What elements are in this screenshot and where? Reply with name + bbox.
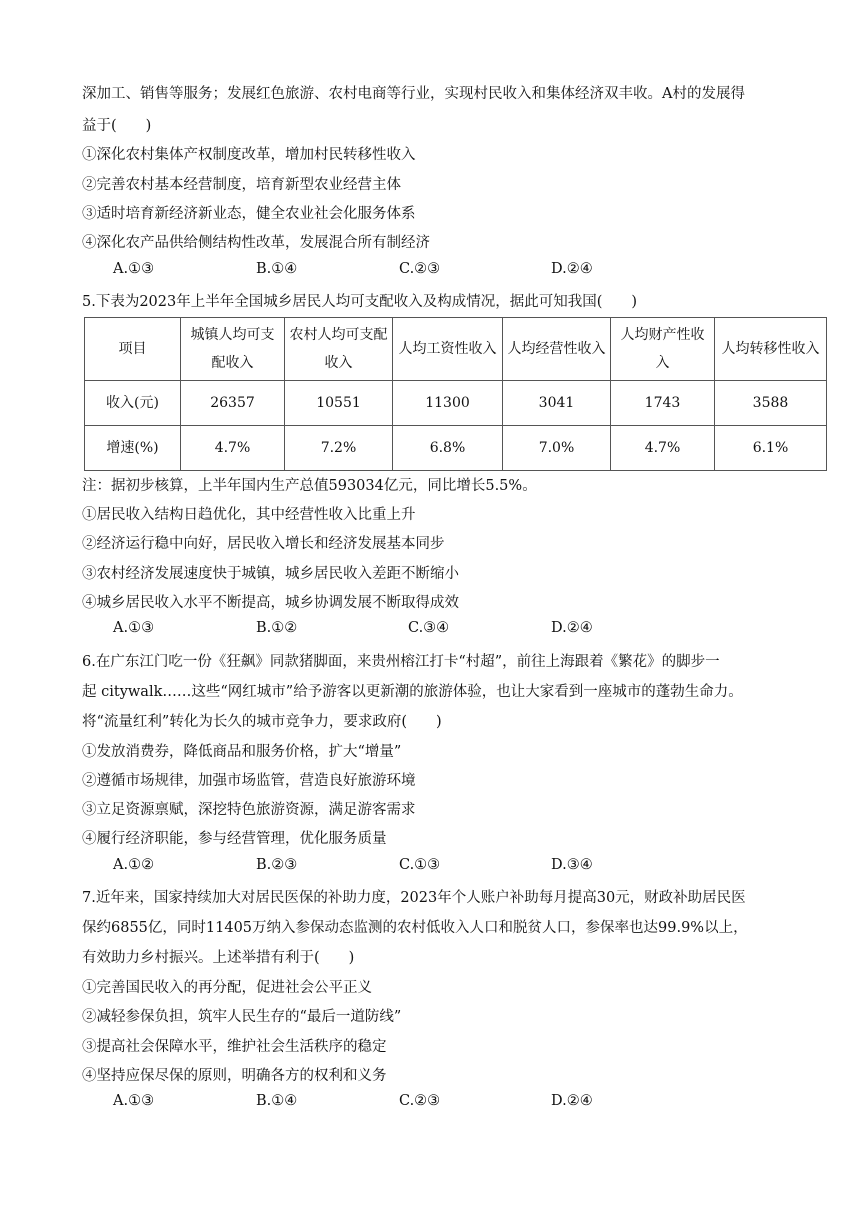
option-d[interactable]: D.③④ <box>551 857 593 873</box>
table-cell: 11300 <box>393 381 503 426</box>
option-c[interactable]: C.②③ <box>399 261 441 277</box>
q7-stem-line-1: 7.近年来，国家持续加大对居民医保的补助力度，2023年个人账户补助每月提高30元，财政补助居民医 <box>82 890 746 906</box>
q5-item-2: ②经济运行稳中向好，居民收入增长和经济发展基本同步 <box>82 536 445 552</box>
q5-item-4: ④城乡居民收入水平不断提高，城乡协调发展不断取得成效 <box>82 595 459 611</box>
q7-item-3: ③提高社会保障水平，维护社会生活秩序的稳定 <box>82 1039 387 1055</box>
table-cell: 收入(元) <box>85 381 181 426</box>
q5-item-3: ③农村经济发展速度快于城镇，城乡居民收入差距不断缩小 <box>82 566 459 582</box>
q5-stem: 5.下表为2023年上半年全国城乡居民人均可支配收入及构成情况，据此可知我国( ) <box>82 294 638 310</box>
table-cell: 26357 <box>181 381 285 426</box>
header-urban-income: 城镇人均可支 配收入 <box>181 318 285 381</box>
q6-stem-line-1: 6.在广东江门吃一份《狂飙》同款猪脚面，来贵州榕江打卡“村超”，前往上海跟着《繁花》的脚步一 <box>82 654 720 670</box>
table-row <box>85 426 827 471</box>
option-a[interactable]: A.①③ <box>113 1093 155 1109</box>
income-table <box>84 317 827 471</box>
option-c[interactable]: C.②③ <box>399 1093 441 1109</box>
q7-stem-line-3: 有效助力乡村振兴。上述举措有利于( ) <box>82 950 355 966</box>
intro-item-2: ②完善农村基本经营制度，培育新型农业经营主体 <box>82 177 401 193</box>
q6-item-4: ④履行经济职能，参与经营管理，优化服务质量 <box>82 831 387 847</box>
option-b[interactable]: B.①④ <box>256 261 298 277</box>
q6-stem-line-2: 起 citywalk……这些“网红城市”给予游客以更新潮的旅游体验，也让大家看到一座城市的蓬勃生命力。 <box>82 684 743 700</box>
q6-item-2: ②遵循市场规律，加强市场监管，营造良好旅游环境 <box>82 773 416 789</box>
q7-item-2: ②减轻参保负担，筑牢人民生存的“最后一道防线” <box>82 1009 402 1025</box>
table-cell: 增速(%) <box>85 426 181 471</box>
option-a[interactable]: A.①② <box>113 857 155 873</box>
table-cell: 6.1% <box>715 426 827 471</box>
header-property-income: 人均财产性收 入 <box>611 318 715 381</box>
option-a[interactable]: A.①③ <box>113 620 155 636</box>
q6-stem-line-3: 将“流量红利”转化为长久的城市竞争力，要求政府( ) <box>82 714 442 730</box>
header-rural-income: 农村人均可支配 收入 <box>285 318 393 381</box>
header-transfer-income: 人均转移性收入 <box>715 318 827 381</box>
q6-item-3: ③立足资源禀赋，深挖特色旅游资源，满足游客需求 <box>82 802 416 818</box>
intro-text-line-2: 益于( ) <box>82 118 152 134</box>
table-cell: 10551 <box>285 381 393 426</box>
option-c[interactable]: C.①③ <box>399 857 441 873</box>
table-cell: 7.2% <box>285 426 393 471</box>
option-c[interactable]: C.③④ <box>408 620 450 636</box>
intro-item-1: ①深化农村集体产权制度改革，增加村民转移性收入 <box>82 147 416 163</box>
table-cell: 4.7% <box>611 426 715 471</box>
table-cell: 6.8% <box>393 426 503 471</box>
table-cell: 3588 <box>715 381 827 426</box>
option-b[interactable]: B.①② <box>256 620 298 636</box>
option-d[interactable]: D.②④ <box>551 620 593 636</box>
header-business-income: 人均经营性收入 <box>503 318 611 381</box>
q7-item-4: ④坚持应保尽保的原则，明确各方的权利和义务 <box>82 1068 387 1084</box>
option-d[interactable]: D.②④ <box>551 1093 593 1109</box>
header-item: 项目 <box>85 318 181 381</box>
q7-stem-line-2: 保约6855亿，同时11405万纳入参保动态监测的农村低收入人口和脱贫人口，参保率也达99.9%以上， <box>82 920 748 936</box>
header-wage-income: 人均工资性收入 <box>393 318 503 381</box>
intro-item-4: ④深化农产品供给侧结构性改革，发展混合所有制经济 <box>82 235 430 251</box>
option-b[interactable]: B.②③ <box>256 857 298 873</box>
q6-item-1: ①发放消费券，降低商品和服务价格，扩大“增量” <box>82 744 402 760</box>
intro-item-3: ③适时培育新经济新业态，健全农业社会化服务体系 <box>82 206 416 222</box>
q7-item-1: ①完善国民收入的再分配，促进社会公平正义 <box>82 980 372 996</box>
table-row <box>85 381 827 426</box>
table-header-row <box>85 318 827 381</box>
q5-item-1: ①居民收入结构日趋优化，其中经营性收入比重上升 <box>82 507 416 523</box>
table-cell: 1743 <box>611 381 715 426</box>
intro-text-line-1: 深加工、销售等服务；发展红色旅游、农村电商等行业，实现村民收入和集体经济双丰收。A村的发展得 <box>82 86 745 102</box>
option-a[interactable]: A.①③ <box>113 261 155 277</box>
table-cell: 3041 <box>503 381 611 426</box>
option-b[interactable]: B.①④ <box>256 1093 298 1109</box>
table-cell: 7.0% <box>503 426 611 471</box>
table-cell: 4.7% <box>181 426 285 471</box>
q5-note: 注：据初步核算，上半年国内生产总值593034亿元，同比增长5.5%。 <box>82 478 537 494</box>
option-d[interactable]: D.②④ <box>551 261 593 277</box>
